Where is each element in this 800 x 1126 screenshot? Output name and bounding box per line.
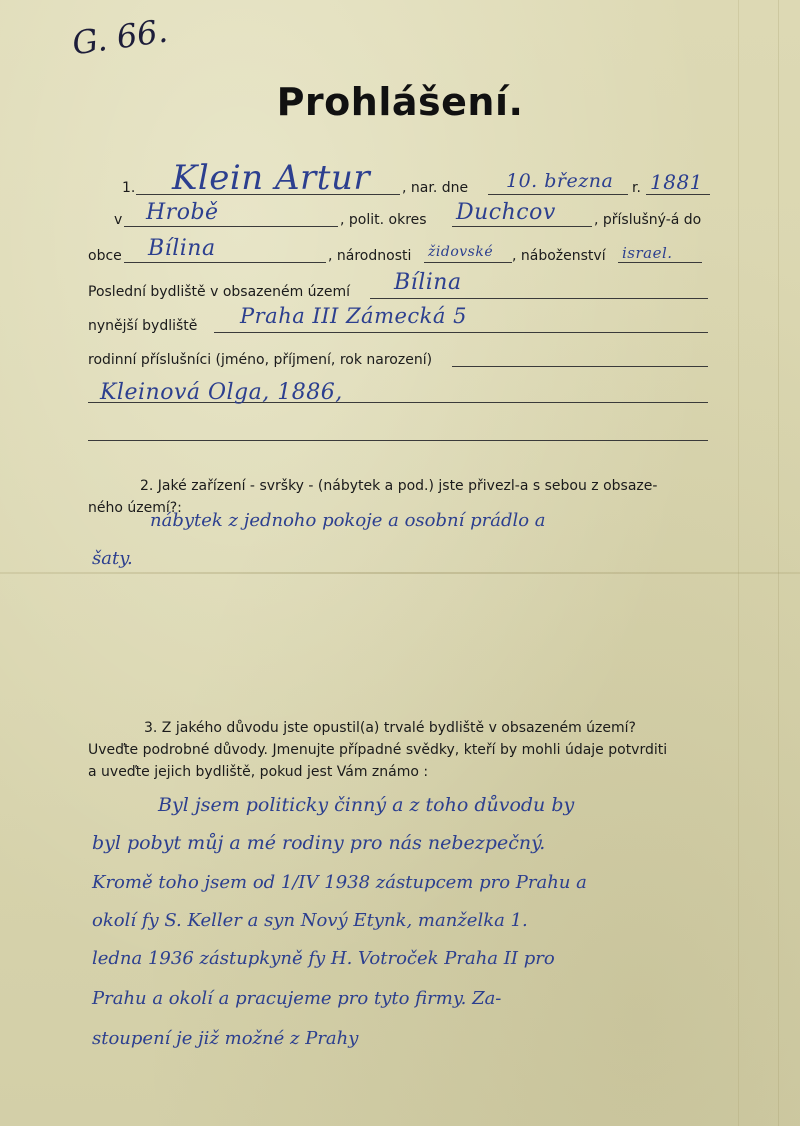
municipality-label: obce (88, 248, 122, 264)
section3-answer-line: okolí fy S. Keller a syn Nový Etynk, manželka 1. (92, 910, 528, 931)
religion-line (618, 262, 702, 263)
district-label: , polit. okres (340, 212, 427, 228)
name-value: Klein Artur (172, 158, 371, 198)
section2-question-line2: ného území?: (88, 500, 182, 516)
last-residence-value: Bílina (394, 270, 462, 295)
section3-answer-line: Prahu a okolí a pracujeme pro tyto firmy. Za- (92, 988, 502, 1009)
municipality-value: Bílina (148, 236, 216, 261)
family-members-value: Kleinová Olga, 1886, (100, 380, 343, 405)
birth-date-line (488, 194, 628, 195)
section3-answer-line: byl pobyt můj a mé rodiny pro nás nebezpečný. (92, 832, 546, 854)
religion-value: israel. (622, 244, 673, 262)
section2-answer-line2: šaty. (92, 548, 133, 569)
current-residence-label: nynější bydliště (88, 318, 198, 334)
religion-label: , náboženství (512, 248, 606, 264)
section2-answer-line1: nábytek z jednoho pokoje a osobní prádlo a (150, 510, 546, 531)
item-number-1: 1. (122, 180, 136, 196)
section2-question-line1: 2. Jaké zařízení - svršky - (nábytek a pod.) jste přivezl-a s sebou z obsaze- (140, 478, 658, 494)
section3-question-line3: a uveďte jejich bydliště, pokud jest Vám známo : (88, 764, 429, 780)
birthplace-line (124, 226, 338, 227)
birthplace-value: Hrobě (146, 200, 219, 225)
nationality-label: , národnosti (328, 248, 412, 264)
nationality-line (424, 262, 512, 263)
in-label: v (114, 212, 123, 228)
birth-year-value: 1881 (650, 170, 703, 194)
blank-line (88, 440, 708, 441)
current-residence-value: Praha III Zámecká 5 (240, 304, 467, 328)
year-label: r. (632, 180, 641, 196)
district-line (452, 226, 592, 227)
paper-fold-vertical (738, 0, 739, 1126)
birth-date-value: 10. března (506, 170, 614, 192)
municipality-line (124, 262, 326, 263)
section3-answer-line: Byl jsem politicky činný a z toho důvodu by (158, 794, 575, 816)
paper-edge-line (778, 0, 779, 1126)
district-value: Duchcov (456, 200, 556, 225)
last-residence-line (370, 298, 708, 299)
family-label: rodinní příslušníci (jméno, příjmení, rok narození) (88, 352, 433, 368)
section3-question-line1: 3. Z jakého důvodu jste opustil(a) trvalé bydliště v obsazeném území? (144, 720, 636, 736)
paper-fold (0, 572, 800, 574)
section3-answer-line: stoupení je již možné z Prahy (92, 1028, 359, 1049)
last-residence-label: Poslední bydliště v obsazeném území (88, 284, 351, 300)
current-residence-line (214, 332, 708, 333)
nationality-value: židovské (428, 244, 494, 260)
page-title: Prohlášení. (276, 80, 524, 124)
reference-mark: G. 66. (69, 11, 170, 63)
belonging-label: , příslušný-á do (594, 212, 702, 228)
born-label: , nar. dne (402, 180, 469, 196)
birth-year-line (646, 194, 710, 195)
section3-question-line2: Uveďte podrobné důvody. Jmenujte případné svědky, kteří by mohli údaje potvrditi (88, 742, 668, 758)
family-line (452, 366, 708, 367)
section3-answer-line: Kromě toho jsem od 1/IV 1938 zástupcem pro Prahu a (92, 872, 587, 893)
section3-answer-line: ledna 1936 zástupkyně fy H. Votroček Praha II pro (92, 948, 555, 969)
